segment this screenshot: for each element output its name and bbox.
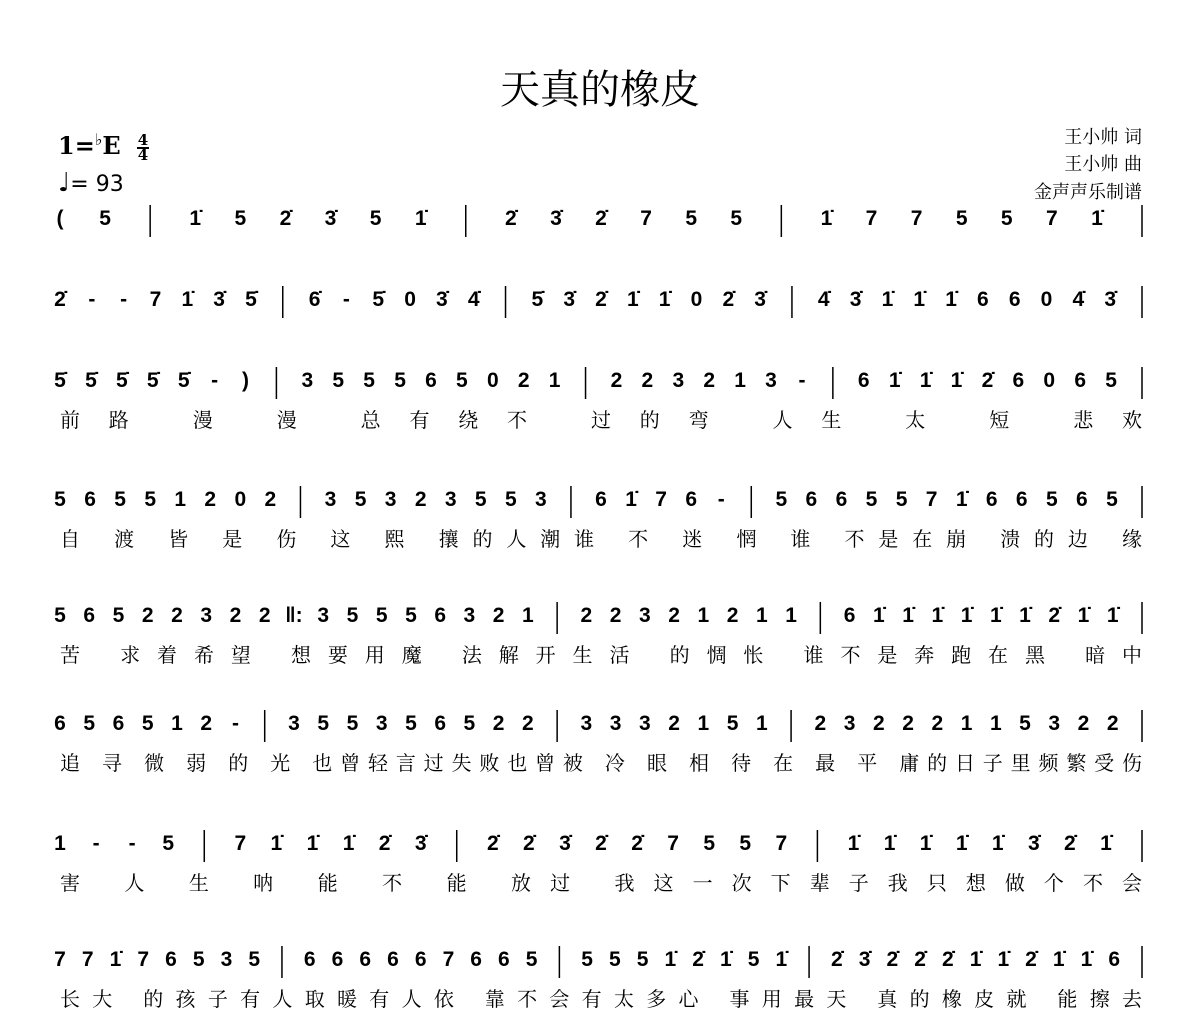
note: 5 bbox=[685, 207, 698, 230]
note: 1̇ bbox=[1052, 948, 1065, 971]
note: 6 bbox=[1074, 369, 1087, 392]
note: 5 bbox=[1105, 369, 1117, 392]
note: 2 bbox=[580, 604, 593, 627]
note: 5 bbox=[1000, 207, 1013, 230]
note: 3 bbox=[843, 712, 856, 735]
note: 7 bbox=[137, 948, 150, 971]
note: 3 bbox=[324, 488, 337, 511]
lyricist-credit: 王小帅 词 bbox=[1064, 127, 1142, 148]
note: 1̇ bbox=[955, 488, 968, 511]
note: 1̇ bbox=[902, 604, 914, 627]
note: 2̇ bbox=[595, 207, 607, 230]
note: - bbox=[120, 288, 128, 311]
note: 1̇ bbox=[881, 288, 894, 311]
note: 6 bbox=[498, 948, 510, 971]
note: 6 bbox=[303, 948, 316, 971]
note: 1̇ bbox=[997, 948, 1010, 971]
note: 3 bbox=[765, 369, 777, 392]
note: 3 bbox=[317, 604, 330, 627]
note: - bbox=[342, 288, 350, 311]
note: 2̇ bbox=[486, 832, 499, 855]
note: 2 bbox=[726, 604, 739, 627]
note: 5 bbox=[865, 488, 878, 511]
note: 1̇ bbox=[664, 948, 677, 971]
note: 1̇ bbox=[658, 288, 671, 311]
note: 6 bbox=[805, 488, 818, 511]
note: 5 bbox=[346, 604, 359, 627]
note: 3̇ bbox=[1104, 288, 1117, 311]
note: 3̇ bbox=[550, 207, 562, 230]
lyric-line: 追 寻 微 弱 的 光 也曾轻言过失败也曾被 冷 眼 相 待 在 最 平 庸的日子里频繁受伤 bbox=[60, 751, 1142, 775]
note: 1 bbox=[522, 604, 534, 627]
note: 1̇ bbox=[1100, 832, 1112, 855]
note: 1̇ bbox=[883, 832, 896, 855]
note: 5 bbox=[726, 712, 739, 735]
note: 5̇ bbox=[115, 369, 128, 392]
note: 6 bbox=[835, 488, 848, 511]
note: 3 bbox=[580, 712, 593, 735]
note: 1̇ bbox=[1077, 604, 1090, 627]
note: 3 bbox=[200, 604, 213, 627]
note: 1̇ bbox=[919, 832, 932, 855]
note: 2̇ bbox=[981, 369, 994, 392]
note: 5 bbox=[955, 207, 968, 230]
note: 5 bbox=[1019, 712, 1031, 735]
note: 6 bbox=[112, 712, 125, 735]
note: 1̇ bbox=[414, 207, 427, 230]
note: 5 bbox=[747, 948, 760, 971]
note: 7 bbox=[442, 948, 455, 971]
note: 2 bbox=[264, 488, 277, 511]
note: 1̇ bbox=[306, 832, 319, 855]
note: 5 bbox=[234, 207, 247, 230]
note: 3 bbox=[444, 488, 457, 511]
note: 5 bbox=[456, 369, 468, 392]
note: 2̇ bbox=[54, 288, 66, 311]
note: - bbox=[128, 832, 136, 855]
note: 5 bbox=[394, 369, 406, 392]
note: 0 bbox=[1043, 369, 1056, 392]
note: 5 bbox=[354, 488, 367, 511]
note: 6 bbox=[359, 948, 372, 971]
note: 5̇ bbox=[245, 288, 257, 311]
note: 2̇ bbox=[1025, 948, 1037, 971]
note: 3̇ bbox=[213, 288, 225, 311]
note: 5 bbox=[54, 488, 66, 511]
note: 1 bbox=[755, 712, 768, 735]
note: 2̇ bbox=[1048, 604, 1061, 627]
note: 1̇ bbox=[945, 288, 957, 311]
note: 1̇ bbox=[888, 369, 901, 392]
note: 5̇ bbox=[54, 369, 66, 392]
note: 7 bbox=[910, 207, 923, 230]
note: 3 bbox=[301, 369, 314, 392]
note: 0 bbox=[234, 488, 247, 511]
note: 5 bbox=[332, 369, 345, 392]
note: 5 bbox=[636, 948, 649, 971]
note: 1 bbox=[755, 604, 768, 627]
note: 4̇ bbox=[467, 288, 480, 311]
note: 2̇ bbox=[722, 288, 735, 311]
lyric-line: 前路 漫 漫 总有绕不 过的弯 人生 太 短 悲欢 bbox=[60, 408, 1142, 432]
note: 5 bbox=[54, 604, 66, 627]
note: 6 bbox=[843, 604, 856, 627]
note: 7 bbox=[54, 948, 66, 971]
note: 1̇ bbox=[919, 369, 932, 392]
note: 5 bbox=[112, 604, 125, 627]
score-line bbox=[54, 286, 1142, 318]
note: 2 bbox=[141, 604, 154, 627]
note: 1̇ bbox=[1019, 604, 1031, 627]
note: 2 bbox=[1077, 712, 1090, 735]
note: 2 bbox=[492, 712, 505, 735]
note: 5̇ bbox=[177, 369, 190, 392]
lyric-line: 自 渡 皆 是 伤 这 熙 攘的人潮谁 不 迷 惘 谁 不是在崩 溃的边 缘 bbox=[60, 527, 1142, 551]
note: - bbox=[798, 369, 806, 392]
note: 7 bbox=[640, 207, 652, 230]
song-title: 天真的橡皮 bbox=[500, 67, 700, 113]
note: 6 bbox=[84, 488, 96, 511]
score-line bbox=[54, 830, 1142, 895]
note: 1̇ bbox=[969, 948, 982, 971]
note: 5 bbox=[83, 712, 96, 735]
note: 2̇ bbox=[1064, 832, 1076, 855]
note: 1 bbox=[734, 369, 746, 392]
note: 1̇ bbox=[109, 948, 122, 971]
note: 0 bbox=[1040, 288, 1053, 311]
note: 1 bbox=[785, 604, 797, 627]
note: 5 bbox=[609, 948, 621, 971]
note: 3 bbox=[609, 712, 622, 735]
note: 5 bbox=[504, 488, 517, 511]
note: 1̇ bbox=[989, 604, 1002, 627]
note: 1̇ bbox=[1106, 604, 1119, 627]
score-line bbox=[54, 367, 1142, 432]
note: 5 bbox=[581, 948, 593, 971]
note: 2 bbox=[522, 712, 534, 735]
note: 2̇ bbox=[886, 948, 899, 971]
composer-credit: 王小帅 曲 bbox=[1064, 154, 1142, 175]
note: 3̇ bbox=[563, 288, 576, 311]
flat-sign: ♭ bbox=[94, 130, 103, 149]
note: 6 bbox=[414, 948, 427, 971]
note: 6 bbox=[1108, 948, 1121, 971]
note: 5̇ bbox=[146, 369, 159, 392]
note: - bbox=[92, 832, 100, 855]
note: 3 bbox=[672, 369, 685, 392]
note: 1̇ bbox=[181, 288, 194, 311]
note: 6 bbox=[165, 948, 177, 971]
note: 5 bbox=[317, 712, 330, 735]
note: 6 bbox=[985, 488, 998, 511]
note: 5 bbox=[114, 488, 126, 511]
note: 2̇ bbox=[631, 832, 643, 855]
note: 1 bbox=[171, 712, 183, 735]
note: 3 bbox=[375, 712, 388, 735]
note: 3̇ bbox=[754, 288, 766, 311]
key-prefix: 1= bbox=[58, 131, 95, 160]
note: 2 bbox=[258, 604, 271, 627]
note: 3̇ bbox=[324, 207, 337, 230]
note: - bbox=[88, 288, 96, 311]
lyric-line: 苦 求着希望 想要用魔 法解开生活 的惆怅 谁不是奔跑在黑 暗中 bbox=[60, 643, 1143, 667]
note: 5 bbox=[1106, 488, 1118, 511]
note: 1̇ bbox=[872, 604, 885, 627]
note: 2̇ bbox=[941, 948, 954, 971]
note: 2̇ bbox=[595, 288, 607, 311]
note: 5 bbox=[405, 712, 417, 735]
note: 3̇ bbox=[414, 832, 427, 855]
note: 6 bbox=[1015, 488, 1028, 511]
note: 1 bbox=[697, 712, 710, 735]
note: 3 bbox=[384, 488, 397, 511]
note: 7 bbox=[667, 832, 679, 855]
note: 2 bbox=[229, 604, 242, 627]
note: 1̇ bbox=[955, 832, 968, 855]
note: 1̇ bbox=[847, 832, 860, 855]
note: 2̇ bbox=[279, 207, 292, 230]
note: 1̇ bbox=[1080, 948, 1093, 971]
note: 6 bbox=[331, 948, 344, 971]
note: 5 bbox=[162, 832, 175, 855]
note: 2 bbox=[703, 369, 716, 392]
note: ‖: bbox=[285, 604, 303, 627]
quarter-note-icon: ♩ bbox=[58, 168, 71, 198]
note: 6 bbox=[434, 604, 447, 627]
note: 7 bbox=[149, 288, 162, 311]
note: 2 bbox=[609, 604, 622, 627]
note: 1̇ bbox=[1091, 207, 1103, 230]
note: 0 bbox=[486, 369, 499, 392]
note: 6 bbox=[595, 488, 607, 511]
note: 7 bbox=[1045, 207, 1058, 230]
note: - bbox=[231, 712, 239, 735]
note: 1̇ bbox=[991, 832, 1004, 855]
note: 2 bbox=[668, 712, 680, 735]
note: 3 bbox=[288, 712, 300, 735]
note: 5 bbox=[248, 948, 261, 971]
note: 2 bbox=[171, 604, 183, 627]
note: 3 bbox=[535, 488, 547, 511]
note: 5 bbox=[192, 948, 205, 971]
note: ( bbox=[56, 207, 64, 230]
note: ) bbox=[241, 369, 249, 392]
note: - bbox=[211, 369, 219, 392]
score-line bbox=[54, 946, 1142, 1011]
note: 2 bbox=[931, 712, 944, 735]
note: 5 bbox=[405, 604, 417, 627]
note: - bbox=[717, 488, 725, 511]
note: 0 bbox=[690, 288, 703, 311]
note: 5 bbox=[895, 488, 908, 511]
note: 2̇ bbox=[523, 832, 535, 855]
note: 5 bbox=[363, 369, 375, 392]
note: 7 bbox=[865, 207, 878, 230]
note: 6̇ bbox=[308, 288, 321, 311]
note: 0 bbox=[404, 288, 416, 311]
score-line bbox=[54, 710, 1142, 775]
note: 4̇ bbox=[817, 288, 830, 311]
note: 3̇ bbox=[849, 288, 862, 311]
note: 5 bbox=[99, 207, 111, 230]
note: 6 bbox=[425, 369, 437, 392]
note: 2̇ bbox=[692, 948, 704, 971]
note: 7 bbox=[81, 948, 94, 971]
note: 5 bbox=[775, 488, 788, 511]
tempo-value: = 93 bbox=[70, 172, 124, 197]
time-top: 4 bbox=[137, 130, 149, 149]
note: 1̇ bbox=[270, 832, 283, 855]
note: 5 bbox=[739, 832, 752, 855]
note: 1 bbox=[960, 712, 973, 735]
note: 2 bbox=[814, 712, 827, 735]
note: 6 bbox=[1076, 488, 1088, 511]
note: 6 bbox=[857, 369, 870, 392]
note: 4̇ bbox=[1072, 288, 1085, 311]
note: 2 bbox=[641, 369, 654, 392]
note: 3 bbox=[639, 712, 651, 735]
note: 3 bbox=[1048, 712, 1061, 735]
note: 2 bbox=[610, 369, 623, 392]
note: 2 bbox=[1106, 712, 1119, 735]
note: 5 bbox=[144, 488, 157, 511]
note: 3 bbox=[220, 948, 233, 971]
note: 2̇ bbox=[914, 948, 926, 971]
note: 1 bbox=[174, 488, 187, 511]
note: 2̇ bbox=[595, 832, 607, 855]
key-note: E bbox=[102, 131, 121, 160]
note: 1 bbox=[548, 369, 561, 392]
score-line bbox=[57, 205, 1143, 237]
note: 1̇ bbox=[913, 288, 926, 311]
note: 6 bbox=[434, 712, 447, 735]
note: 7 bbox=[775, 832, 788, 855]
note: 5̇ bbox=[85, 369, 97, 392]
note: 5 bbox=[730, 207, 743, 230]
note: 3 bbox=[463, 604, 476, 627]
note: 2 bbox=[872, 712, 885, 735]
note: 6 bbox=[83, 604, 96, 627]
note: 3̇ bbox=[436, 288, 448, 311]
lyric-line: 长大 的孩子有人取暖有人依 靠不会有太多心 事用最天 真的橡皮就 能擦去 bbox=[60, 987, 1142, 1011]
note: 2 bbox=[517, 369, 530, 392]
note: 6 bbox=[685, 488, 698, 511]
score-line bbox=[54, 486, 1142, 551]
note: 3 bbox=[639, 604, 651, 627]
note: 5 bbox=[375, 604, 388, 627]
note: 1̇ bbox=[626, 288, 639, 311]
note: 1̇ bbox=[960, 604, 973, 627]
note: 1̇ bbox=[189, 207, 202, 230]
note: 5 bbox=[525, 948, 538, 971]
note: 1 bbox=[989, 712, 1002, 735]
note: 1 bbox=[54, 832, 66, 855]
note: 5 bbox=[474, 488, 487, 511]
note: 2̇ bbox=[830, 948, 843, 971]
note: 6 bbox=[387, 948, 399, 971]
note: 1̇ bbox=[775, 948, 788, 971]
note: 7 bbox=[234, 832, 247, 855]
note: 2 bbox=[902, 712, 914, 735]
note: 5 bbox=[1045, 488, 1058, 511]
note: 1̇ bbox=[950, 369, 963, 392]
note: 2 bbox=[492, 604, 505, 627]
note: 3̇ bbox=[559, 832, 571, 855]
note: 5 bbox=[346, 712, 359, 735]
note: 1̇ bbox=[720, 948, 732, 971]
note: 2 bbox=[668, 604, 680, 627]
lyric-line: 害 人 生 呐 能 不 能 放过 我这一次下辈子我只想做个不会 bbox=[60, 871, 1142, 895]
note: 6 bbox=[977, 288, 989, 311]
note: 6 bbox=[1008, 288, 1021, 311]
note: 1 bbox=[697, 604, 710, 627]
note: 5 bbox=[369, 207, 382, 230]
note: 6 bbox=[470, 948, 482, 971]
note: 5̇ bbox=[372, 288, 385, 311]
note: 1̇ bbox=[820, 207, 833, 230]
note: 5 bbox=[703, 832, 716, 855]
score-line bbox=[54, 602, 1142, 667]
note: 1̇ bbox=[625, 488, 637, 511]
note: 3̇ bbox=[858, 948, 871, 971]
note: 5 bbox=[141, 712, 154, 735]
note: 2 bbox=[200, 712, 213, 735]
note: 6 bbox=[1012, 369, 1025, 392]
note: 1̇ bbox=[931, 604, 944, 627]
note: 3̇ bbox=[1027, 832, 1040, 855]
note: 1̇ bbox=[342, 832, 355, 855]
note: 2̇ bbox=[504, 207, 517, 230]
note: 5̇ bbox=[531, 288, 544, 311]
note: 7 bbox=[655, 488, 667, 511]
note: 2 bbox=[204, 488, 217, 511]
note: 5 bbox=[463, 712, 476, 735]
note: 2 bbox=[414, 488, 427, 511]
arranger-credit: 金声声乐制谱 bbox=[1034, 182, 1142, 203]
note: 7 bbox=[925, 488, 938, 511]
time-bottom: 4 bbox=[137, 145, 149, 164]
note: 2̇ bbox=[378, 832, 391, 855]
note: 6 bbox=[54, 712, 66, 735]
